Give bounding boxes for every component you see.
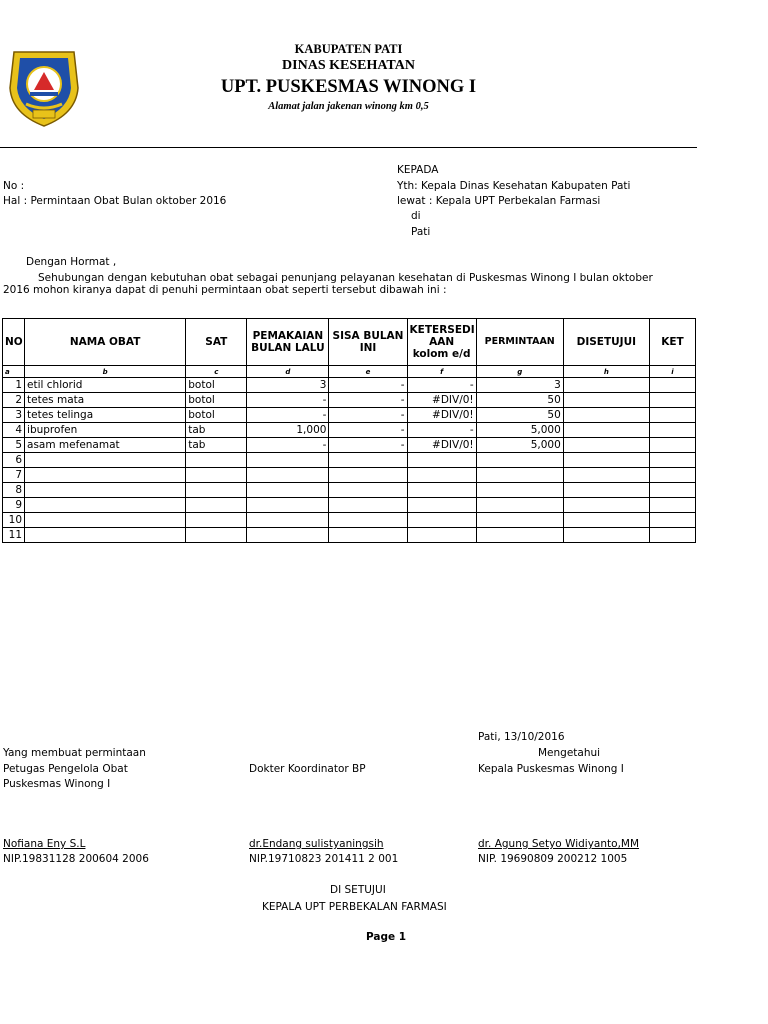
table-cell <box>563 378 649 393</box>
table-cell: tetes mata <box>25 393 186 408</box>
table-cell: 5,000 <box>476 438 563 453</box>
header-title: UPT. PUSKESMAS WINONG I <box>220 77 477 97</box>
table-cell <box>563 453 649 468</box>
table-cell <box>563 513 649 528</box>
letter-number: No : <box>3 180 25 192</box>
table-cell <box>407 453 476 468</box>
table-cell: 50 <box>476 393 563 408</box>
table-cell: 1,000 <box>247 423 329 438</box>
table-cell: botol <box>186 393 247 408</box>
table-cell <box>25 528 186 543</box>
doctor-role: Dokter Koordinator BP <box>249 763 366 775</box>
table-row <box>3 393 696 408</box>
table-cell <box>186 528 247 543</box>
table-row <box>3 438 696 453</box>
table-cell <box>563 483 649 498</box>
table-cell <box>407 498 476 513</box>
table-cell <box>247 483 329 498</box>
table-cell: 7 <box>3 468 25 483</box>
col-header-nama-obat: NAMA OBAT <box>25 319 186 366</box>
table-cell <box>476 468 563 483</box>
table-cell: asam mefenamat <box>25 438 186 453</box>
table-cell <box>563 528 649 543</box>
table-cell <box>649 483 695 498</box>
doctor-name: dr.Endang sulistyaningsih <box>249 838 384 850</box>
table-cell: ibuprofen <box>25 423 186 438</box>
table-cell <box>649 378 695 393</box>
table-cell: 5 <box>3 438 25 453</box>
table-cell <box>649 528 695 543</box>
table-cell <box>25 453 186 468</box>
head-role: Kepala Puskesmas Winong I <box>478 763 624 775</box>
doctor-nip: NIP.19710823 201411 2 001 <box>249 853 399 865</box>
header-address: Alamat jalan jakenan winong km 0,5 <box>268 101 429 112</box>
head-nip: NIP. 19690809 200212 1005 <box>478 853 628 865</box>
table-cell: 5,000 <box>476 423 563 438</box>
table-cell <box>329 498 407 513</box>
table-cell: 1 <box>3 378 25 393</box>
header-agency: DINAS KESEHATAN <box>282 58 415 73</box>
table-header-row <box>3 319 696 366</box>
table-cell: botol <box>186 378 247 393</box>
table-cell: - <box>407 423 476 438</box>
table-cell <box>649 423 695 438</box>
table-cell <box>186 483 247 498</box>
table-row <box>3 408 696 423</box>
table-cell <box>563 408 649 423</box>
table-cell: 50 <box>476 408 563 423</box>
table-cell: #DIV/0! <box>407 438 476 453</box>
table-cell <box>329 513 407 528</box>
col-letter: d <box>247 366 329 378</box>
table-cell <box>407 468 476 483</box>
col-letter: e <box>329 366 407 378</box>
medicine-request-table <box>2 318 696 543</box>
table-cell: 11 <box>3 528 25 543</box>
table-cell: - <box>329 438 407 453</box>
col-header-ket: KET <box>649 319 695 366</box>
table-cell: 4 <box>3 423 25 438</box>
table-cell: - <box>407 378 476 393</box>
table-cell: - <box>329 393 407 408</box>
col-letter: g <box>476 366 563 378</box>
header-divider <box>0 147 697 148</box>
acknowledged-label: Mengetahui <box>538 747 601 759</box>
table-cell <box>25 468 186 483</box>
table-cell: #DIV/0! <box>407 393 476 408</box>
table-cell <box>649 513 695 528</box>
paragraph-line-1: Sehubungan dengan kebutuhan obat sebagai penunjang pelayanan kesehatan di Puskesmas Winong I bulan oktober <box>38 272 653 284</box>
table-row <box>3 528 696 543</box>
table-cell <box>563 423 649 438</box>
col-letter: i <box>649 366 695 378</box>
table-cell: - <box>329 408 407 423</box>
table-cell <box>476 498 563 513</box>
table-cell <box>407 528 476 543</box>
col-letter: f <box>407 366 476 378</box>
table-row <box>3 468 696 483</box>
table-cell <box>476 513 563 528</box>
table-cell: - <box>247 438 329 453</box>
table-row <box>3 378 696 393</box>
table-row <box>3 498 696 513</box>
table-cell <box>329 483 407 498</box>
paragraph-line-2: 2016 mohon kiranya dapat di penuhi permintaan obat seperti tersebut dibawah ini : <box>3 284 447 296</box>
table-cell <box>329 468 407 483</box>
maker-organization: Puskesmas Winong I <box>3 778 111 790</box>
table-cell: - <box>247 393 329 408</box>
table-row <box>3 423 696 438</box>
recipient-via: lewat : Kepala UPT Perbekalan Farmasi <box>397 195 601 207</box>
table-cell <box>649 393 695 408</box>
table-cell <box>329 528 407 543</box>
maker-role: Petugas Pengelola Obat <box>3 763 128 775</box>
table-cell: - <box>329 378 407 393</box>
approved-by: KEPALA UPT PERBEKALAN FARMASI <box>262 901 447 913</box>
table-cell <box>247 468 329 483</box>
table-cell <box>247 513 329 528</box>
table-cell <box>186 513 247 528</box>
table-cell <box>247 528 329 543</box>
table-cell <box>563 468 649 483</box>
table-cell <box>649 468 695 483</box>
head-name: dr. Agung Setyo Widiyanto,MM <box>478 838 640 850</box>
letter-subject: Hal : Permintaan Obat Bulan oktober 2016 <box>3 195 227 207</box>
table-cell <box>407 513 476 528</box>
table-cell <box>476 453 563 468</box>
table-cell <box>186 498 247 513</box>
col-header-no: NO <box>3 319 25 366</box>
table-cell: 3 <box>247 378 329 393</box>
table-cell: tetes telinga <box>25 408 186 423</box>
col-letter: a <box>3 366 25 378</box>
col-letter: c <box>186 366 247 378</box>
page-number: Page 1 <box>366 931 407 943</box>
table-cell <box>247 498 329 513</box>
letter-date: Pati, 13/10/2016 <box>478 731 565 743</box>
table-cell: tab <box>186 438 247 453</box>
table-cell <box>649 498 695 513</box>
col-header-disetujui: DISETUJUI <box>563 319 649 366</box>
table-cell <box>649 408 695 423</box>
table-cell <box>649 438 695 453</box>
table-cell <box>407 483 476 498</box>
table-letter-row <box>3 366 696 378</box>
table-cell: 8 <box>3 483 25 498</box>
table-cell: #DIV/0! <box>407 408 476 423</box>
table-cell <box>563 393 649 408</box>
table-row <box>3 453 696 468</box>
table-cell <box>329 453 407 468</box>
table-row <box>3 483 696 498</box>
greeting: Dengan Hormat , <box>26 256 117 268</box>
col-header-sat: SAT <box>186 319 247 366</box>
table-cell <box>247 453 329 468</box>
table-cell <box>476 483 563 498</box>
col-header-permintaan: PERMINTAAN <box>476 319 563 366</box>
table-cell <box>186 453 247 468</box>
table-cell: 6 <box>3 453 25 468</box>
header-regency: KABUPATEN PATI <box>294 42 403 56</box>
table-row <box>3 513 696 528</box>
table-cell: etil chlorid <box>25 378 186 393</box>
col-letter: b <box>25 366 186 378</box>
table-cell <box>563 498 649 513</box>
table-cell <box>563 438 649 453</box>
table-cell: 2 <box>3 393 25 408</box>
table-cell: - <box>329 423 407 438</box>
recipient-city: Pati <box>411 226 431 238</box>
table-cell: 10 <box>3 513 25 528</box>
col-header-pemakaian: PEMAKAIAN BULAN LALU <box>247 319 329 366</box>
col-letter: h <box>563 366 649 378</box>
table-cell <box>649 453 695 468</box>
table-cell: - <box>247 408 329 423</box>
table-cell <box>25 498 186 513</box>
maker-nip: NIP.19831128 200604 2006 <box>3 853 149 865</box>
table-cell: 9 <box>3 498 25 513</box>
table-cell <box>25 513 186 528</box>
recipient-di: di <box>411 210 421 222</box>
col-header-ketersediaan: KETERSEDI AAN kolom e/d <box>407 319 476 366</box>
table-cell <box>25 483 186 498</box>
table-cell: botol <box>186 408 247 423</box>
table-cell <box>476 528 563 543</box>
table-cell: 3 <box>3 408 25 423</box>
recipient-name: Yth: Kepala Dinas Kesehatan Kabupaten Pati <box>397 180 631 192</box>
approved-label: DI SETUJUI <box>330 884 386 896</box>
table-cell: tab <box>186 423 247 438</box>
recipient-heading: KEPADA <box>397 164 439 176</box>
table-cell <box>186 468 247 483</box>
maker-title: Yang membuat permintaan <box>3 747 146 759</box>
col-header-sisa: SISA BULAN INI <box>329 319 407 366</box>
maker-name: Nofiana Eny S.L <box>3 838 86 850</box>
table-cell: 3 <box>476 378 563 393</box>
